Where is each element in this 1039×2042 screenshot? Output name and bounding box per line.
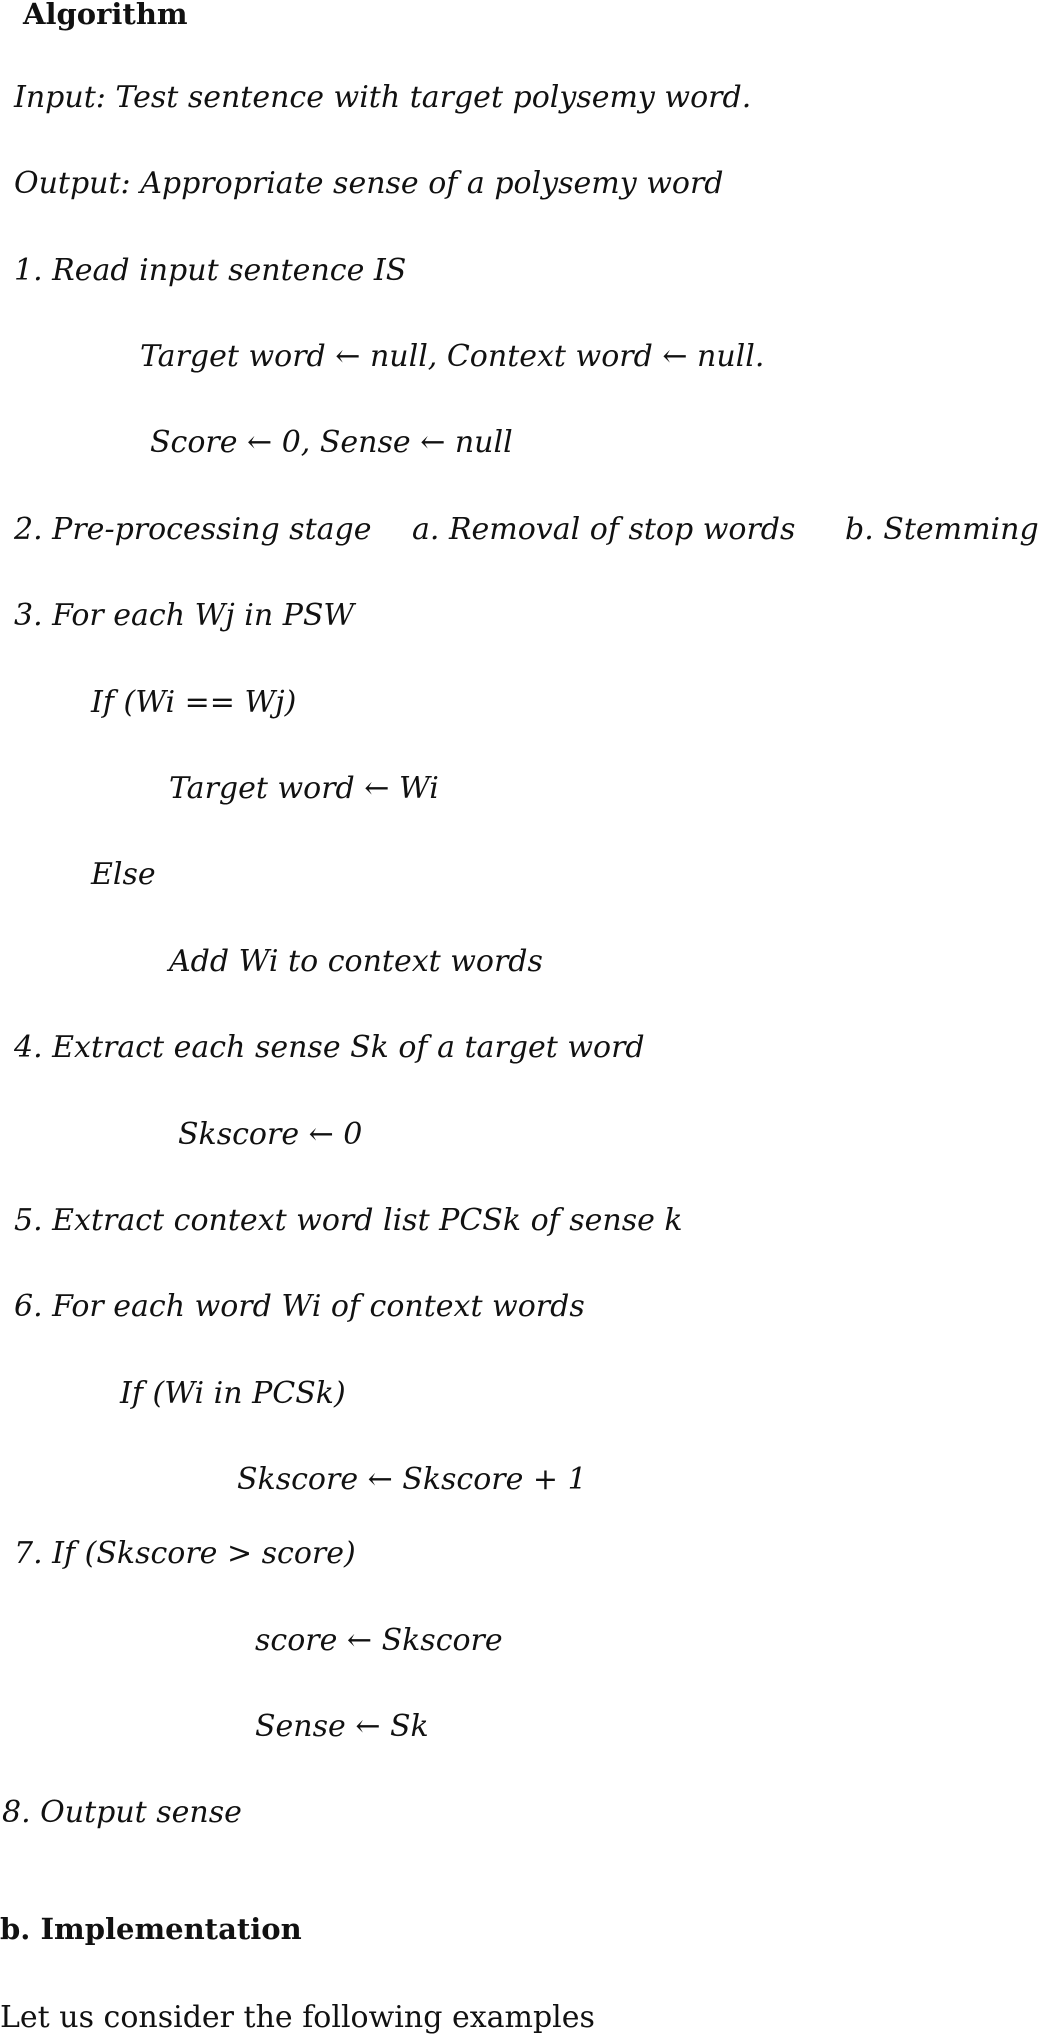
step-6-if: If (Wi in PCSk) — [120, 1376, 346, 1411]
step-8: 8. Output sense — [2, 1795, 242, 1830]
step-5: 5. Extract context word list PCSk of sense k — [14, 1203, 683, 1238]
step-3-else: Else — [91, 857, 156, 892]
step-3-add: Add Wi to context words — [169, 944, 543, 979]
algorithm-input: Input: Test sentence with target polysemy word. — [14, 80, 752, 115]
step-1-init-score: Score ← 0, Sense ← null — [150, 425, 513, 460]
step-3-assign: Target word ← Wi — [169, 771, 439, 806]
algorithm-heading: Algorithm — [23, 0, 188, 31]
step-7: 7. If (Skscore > score) — [14, 1536, 356, 1571]
step-3: 3. For each Wj in PSW — [14, 598, 355, 633]
step-6-increment: Skscore ← Skscore + 1 — [237, 1462, 587, 1497]
step-1-init-words: Target word ← null, Context word ← null. — [140, 339, 765, 374]
implementation-heading: b. Implementation — [0, 1912, 302, 1946]
step-2: 2. Pre-processing stage — [14, 512, 372, 547]
step-6: 6. For each word Wi of context words — [14, 1289, 585, 1324]
step-3-if: If (Wi == Wj) — [91, 685, 297, 720]
step-1: 1. Read input sentence IS — [14, 253, 407, 288]
algorithm-output: Output: Appropriate sense of a polysemy word — [14, 166, 724, 201]
step-4: 4. Extract each sense Sk of a target word — [14, 1030, 645, 1065]
step-7-score: score ← Skscore — [255, 1623, 503, 1658]
step-4-init: Skscore ← 0 — [178, 1117, 363, 1152]
step-2b: b. Stemming — [845, 512, 1039, 547]
implementation-intro: Let us consider the following examples — [0, 2000, 595, 2035]
step-2a: a. Removal of stop words — [412, 512, 796, 547]
step-7-sense: Sense ← Sk — [255, 1709, 429, 1744]
